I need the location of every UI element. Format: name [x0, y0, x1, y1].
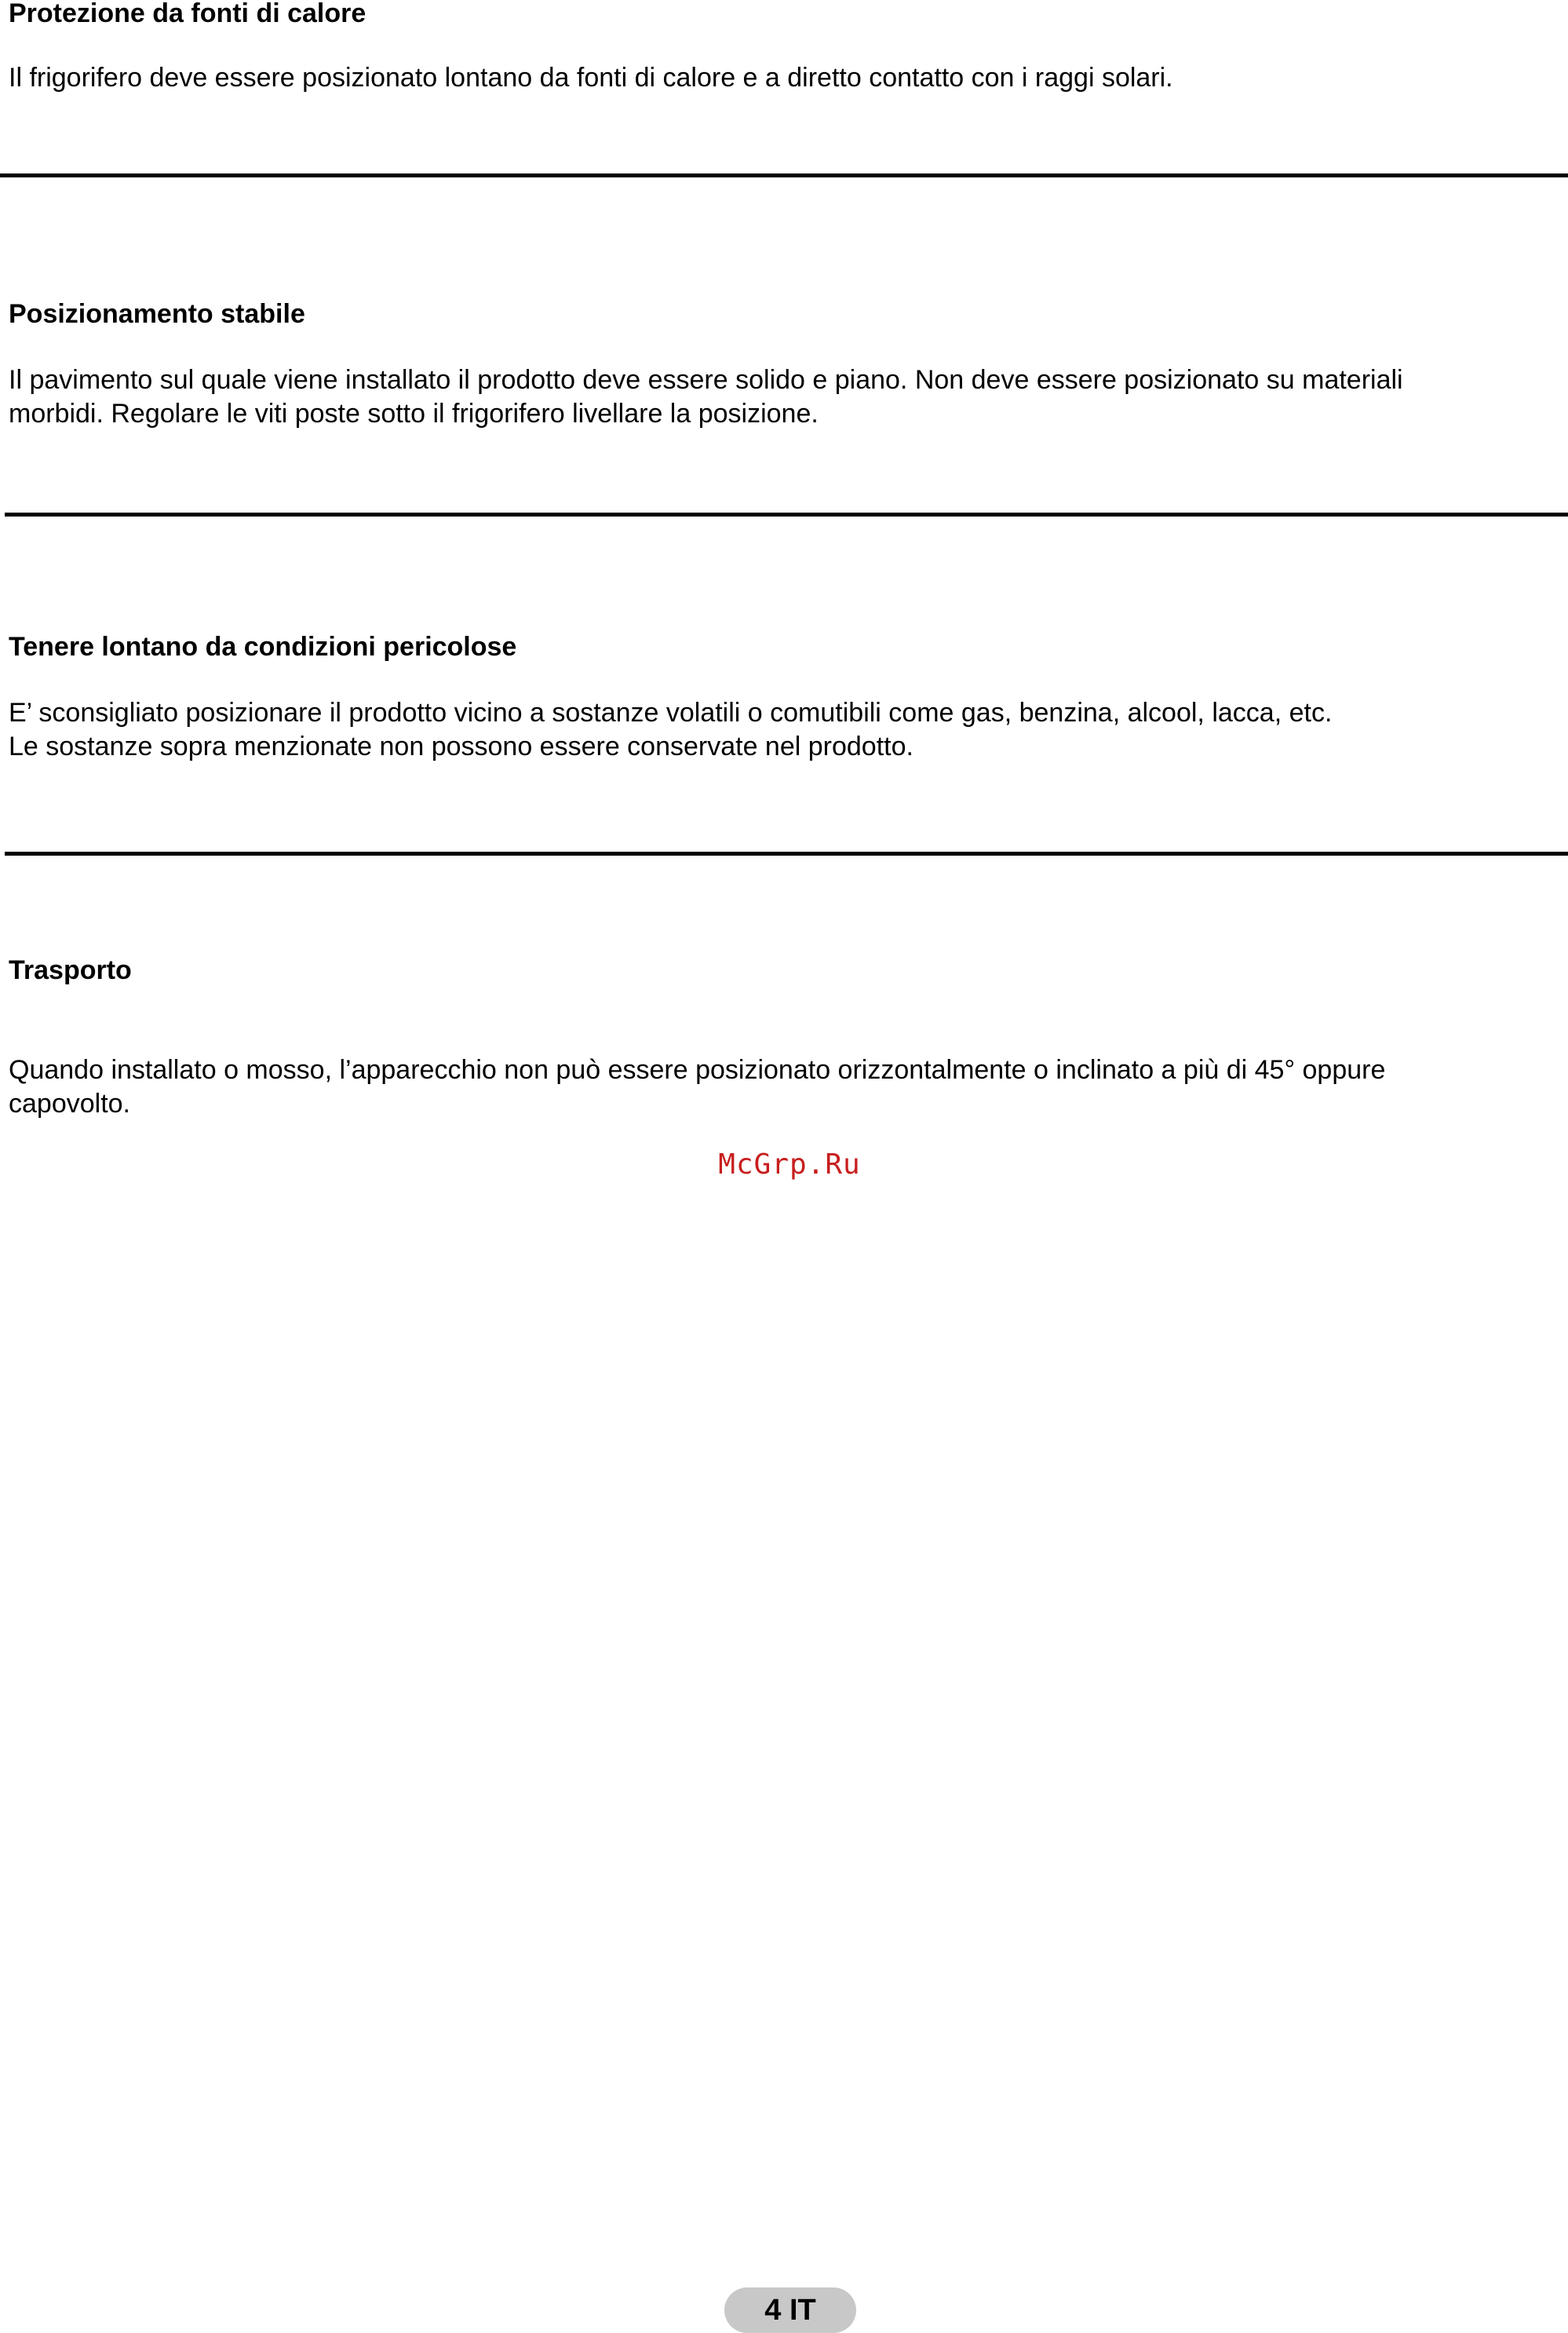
section-heading: Protezione da fonti di calore: [9, 0, 366, 28]
page-number-badge: 4 IT: [724, 2287, 856, 2333]
paragraph-line: Il pavimento sul quale viene installato il prodotto deve essere solido e piano. Non deve essere posizionato su materiali: [9, 365, 1403, 395]
section-divider: [5, 852, 1568, 856]
paragraph-line: E’ sconsigliato posizionare il prodotto vicino a sostanze volatili o comutibili come gas, benzina, alcool, lacca, etc.: [9, 698, 1333, 728]
paragraph-line: Quando installato o mosso, l’apparecchio non può essere posizionato orizzontalmente o inclinato a più di 45° oppure: [9, 1055, 1386, 1085]
section-paragraph: [9, 61, 1173, 95]
section-paragraph: [9, 1053, 1385, 1121]
paragraph-line: Il frigorifero deve essere posizionato lontano da fonti di calore e a diretto contatto con i raggi solari.: [9, 63, 1173, 93]
paragraph-line: Le sostanze sopra menzionate non possono essere conservate nel prodotto.: [9, 732, 913, 761]
section-paragraph: [9, 363, 1403, 431]
paragraph-line: capovolto.: [9, 1089, 130, 1119]
section-paragraph: [9, 696, 1332, 764]
section-heading: Trasporto: [9, 955, 132, 985]
section-heading: Tenere lontano da condizioni pericolose: [9, 632, 517, 662]
section-divider: [5, 513, 1568, 517]
section-heading: Posizionamento stabile: [9, 299, 305, 329]
paragraph-line: morbidi. Regolare le viti poste sotto il frigorifero livellare la posizione.: [9, 399, 819, 429]
section-divider: [0, 173, 1568, 177]
watermark: McGrp.Ru: [718, 1148, 861, 1181]
